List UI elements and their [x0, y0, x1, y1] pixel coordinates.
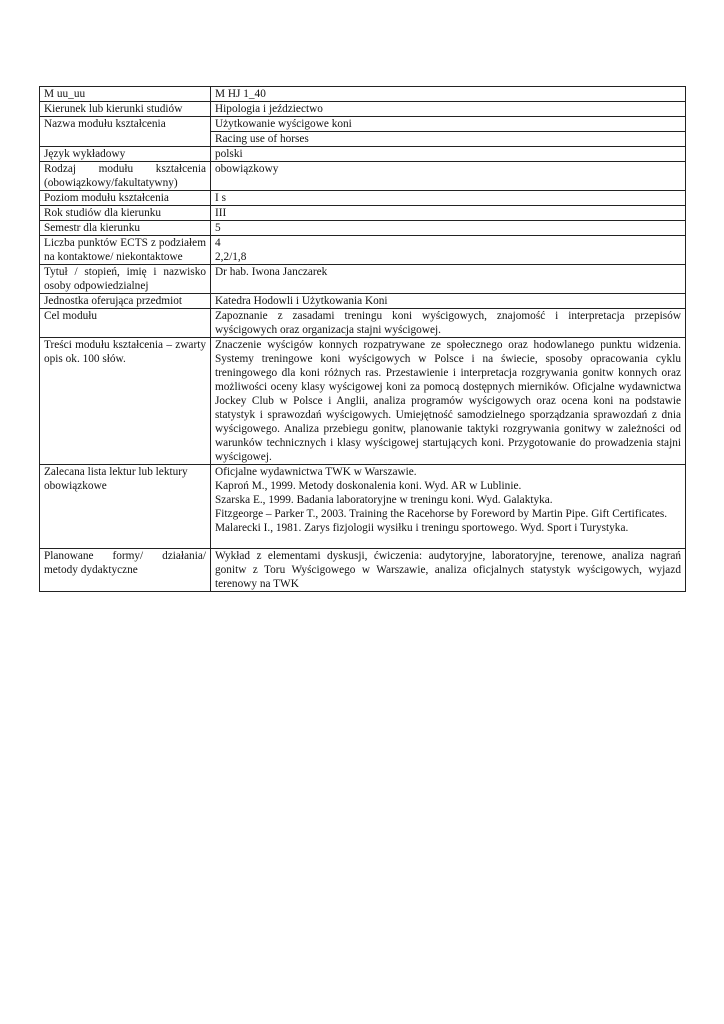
contents-value: Znaczenie wyścigów konnych rozpatrywane ze społecznego oraz hodowlanego punktu widzenia. Systemy treningowe koni wyścigowych w Polsce i na świecie, sposoby opracowania cyklu treningowego dla koni różnych ras. Przestawienie i interpretacja rozgrywania gonitw konnych oraz możliwości oceny klasy wyścigowej koni za pomocą dostępnych mierników. Oficjalne wydawnictwa Jockey Club w Polsce i Anglii, analiza programów wyścigowych oraz ocena koni na podstawie statystyk i sprawozdań wyścigowych. Umiejętność samodzielnego sporządzania sprawozdań z dnia wyścigowego. Analiza przebiegu gonitw, planowanie taktyki rozgrywania gonitwy w zależności od warunków technicznych i klasy wyścigowej startujących koni. Przygotowanie do prowadzenia stajni wyścigowej. — [211, 338, 686, 465]
module-type-value: obowiązkowy — [211, 162, 686, 191]
module-code-label: M uu_uu — [40, 87, 211, 102]
level-value: I s — [211, 191, 686, 206]
literature-item: Malarecki I., 1981. Zarys fizjologii wysiłku i treningu sportowego. Wyd. Sport i Turystyka. — [215, 522, 629, 534]
ects-split-value: 2,2/1,8 — [215, 251, 247, 263]
module-name-en-value: Racing use of horses — [211, 132, 686, 147]
semester-label: Semestr dla kierunku — [40, 221, 211, 236]
unit-value: Katedra Hodowli i Użytkowania Koni — [211, 294, 686, 309]
module-name-label: Nazwa modułu kształcenia — [40, 117, 211, 147]
table-row — [40, 162, 686, 191]
literature-item: Oficjalne wydawnictwa TWK w Warszawie. — [215, 466, 417, 478]
literature-item: Fitzgeorge – Parker T., 2003. Training the Racehorse by Foreword by Martin Pipe. Gift Certificates. — [215, 508, 668, 520]
table-row — [40, 465, 686, 549]
table-row — [40, 147, 686, 162]
literature-item: Szarska E., 1999. Badania laboratoryjne w treningu koni. Wyd. Galaktyka. — [215, 494, 553, 506]
methods-label: Planowane formy/ działania/ metody dydaktyczne — [40, 549, 211, 592]
year-value: III — [211, 206, 686, 221]
field-of-study-label: Kierunek lub kierunki studiów — [40, 102, 211, 117]
literature-item: Kaproń M., 1999. Metody doskonalenia koni. Wyd. AR w Lublinie. — [215, 480, 522, 492]
module-code-value: M HJ 1_40 — [211, 87, 686, 102]
table-row — [40, 206, 686, 221]
table-row — [40, 338, 686, 465]
module-type-label: Rodzaj modułu kształcenia (obowiązkowy/fakultatywny) — [40, 162, 211, 191]
table-row — [40, 294, 686, 309]
literature-spacer — [215, 535, 681, 548]
goal-label: Cel modułu — [40, 309, 211, 338]
semester-value: 5 — [211, 221, 686, 236]
table-row — [40, 309, 686, 338]
contents-label: Treści modułu kształcenia – zwarty opis ok. 100 słów. — [40, 338, 211, 465]
ects-cell — [211, 236, 686, 265]
table-row — [40, 236, 686, 265]
module-name-pl-value: Użytkowanie wyścigowe koni — [211, 117, 686, 132]
literature-list — [211, 465, 686, 549]
table-row — [40, 549, 686, 592]
table-row — [40, 102, 686, 117]
unit-label: Jednostka oferująca przedmiot — [40, 294, 211, 309]
level-label: Poziom modułu kształcenia — [40, 191, 211, 206]
literature-label: Zalecana lista lektur lub lektury obowiązkowe — [40, 465, 211, 549]
responsible-value: Dr hab. Iwona Janczarek — [211, 265, 686, 294]
responsible-label: Tytuł / stopień, imię i nazwisko osoby odpowiedzialnej — [40, 265, 211, 294]
year-label: Rok studiów dla kierunku — [40, 206, 211, 221]
table-row — [40, 117, 686, 132]
table-row — [40, 87, 686, 102]
methods-value: Wykład z elementami dyskusji, ćwiczenia: audytoryjne, laboratoryjne, terenowe, analiza nagrań gonitw z Toru Wyścigowego w Warszawie, analiza oficjalnych statystyk wyścigowych, wyjazd terenowy na TWK — [211, 549, 686, 592]
ects-label: Liczba punktów ECTS z podziałem na kontaktowe/ niekontaktowe — [40, 236, 211, 265]
field-of-study-value: Hipologia i jeździectwo — [211, 102, 686, 117]
language-label: Język wykładowy — [40, 147, 211, 162]
table-row — [40, 221, 686, 236]
module-description-table — [39, 86, 686, 592]
table-row — [40, 265, 686, 294]
table-row — [40, 191, 686, 206]
ects-value: 4 — [215, 237, 221, 249]
goal-value: Zapoznanie z zasadami treningu koni wyścigowych, znajomość i interpretacja przepisów wyścigowych oraz organizacja stajni wyścigowej. — [211, 309, 686, 338]
language-value: polski — [211, 147, 686, 162]
